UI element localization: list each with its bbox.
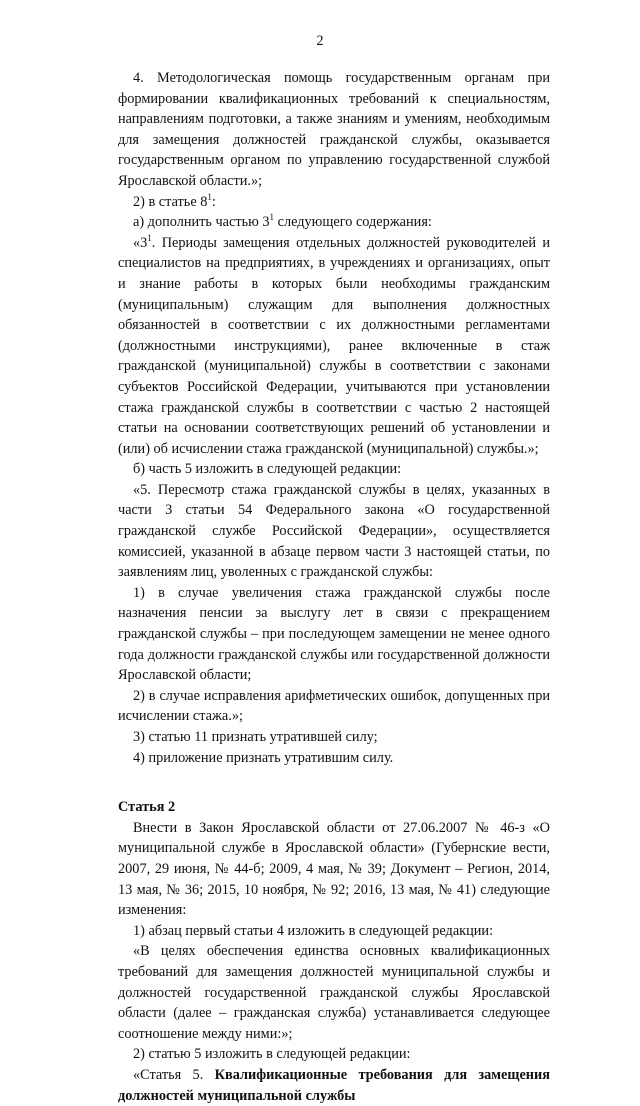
paragraph: «5. Пересмотр стажа гражданской службы в целях, указанных в части 3 статьи 54 Федерального закона «О государственной гражданской службе Российской Федерации», осуществляется комиссией, указанной в абзаце первом части 3 настоящей статьи, по заявлениям лиц, уволенных с гражданской службы: <box>118 481 550 581</box>
paragraph: а) дополнить частью $3^1$ следующего содержания: <box>133 212 432 231</box>
paragraph: «Статья 5. Квалификационные требования для замещения должностей муниципальной службы <box>118 1066 551 1104</box>
page-number: 2 <box>316 33 324 49</box>
paragraph: 2) статью 5 изложить в следующей редакции: <box>133 1046 411 1063</box>
paragraph: «В целях обеспечения единства основных квалификационных требований для замещения должностей муниципальной службы и должностей государственной гражданской службы Ярославской области (далее – гражданская служба) устанавливается следующее соотношение между ними:»; <box>118 943 550 1042</box>
paragraph: 1) в случае увеличения стажа гражданской службы после назначения пенсии за выслугу лет в связи с прекращением гражданской службы – при последующем замещении не менее одного года должности гражданской службы или государственной должности Ярославской области; <box>118 584 550 684</box>
section-heading: Статья 2 <box>118 799 176 816</box>
paragraph: б) часть 5 изложить в следующей редакции: <box>133 461 402 478</box>
paragraph: 2) в случае исправления арифметических ошибок, допущенных при исчислении стажа.»; <box>118 687 550 725</box>
paragraph: 1) абзац первый статьи 4 изложить в следующей редакции: <box>133 922 494 939</box>
paragraph: «$3^1$. Периоды замещения отдельных должностей руководителей и специалистов на предприятиях, в учреждениях и организациях, опыт и знание работы в которых были необходимы гражданским (муниципальным) служащим для выполнения должностных обязанностей в соответствии с их должностными регламентами (должностными инструкциями), ранее включенные в стаж гражданской (муниципальной) службы в соответствии с законами субъектов Российской Федерации, учитываются при установлении стажа гражданской службы в соответствии с частью 2 настоящей статьи на основании соответствующих решений об установлении и (или) об исчислении стажа гражданской (муниципальной) службы.»; <box>118 232 550 457</box>
spacer <box>118 768 550 797</box>
paragraph: 4) приложение признать утратившим силу. <box>133 749 394 766</box>
paragraph: Внести в Закон Ярославской области от 27.06.2007 № 46-з «О муниципальной службе в Ярославской области» (Губернские вести, 2007, 29 июня, № 44-б; 2009, 4 мая, № 39; Документ – Регион, 2014, 13 мая, № 36; 2015, 10 ноября, № 92; 2016, 13 мая, № 41) следующие изменения: <box>118 819 550 919</box>
document-body <box>118 68 550 1106</box>
paragraph: 3) статью 11 признать утратившей силу; <box>133 729 378 745</box>
paragraph: 4. Методологическая помощь государственным органам при формировании квалификационных требований к специальностям, направлениям подготовки, а также знаниям и умениям, необходимым для замещения должностей гражданской службы, оказывается государственным органом по управлению государственной службой Ярославской области.»; <box>118 70 550 189</box>
paragraph: 2) в статье $8^1$: <box>133 191 216 210</box>
